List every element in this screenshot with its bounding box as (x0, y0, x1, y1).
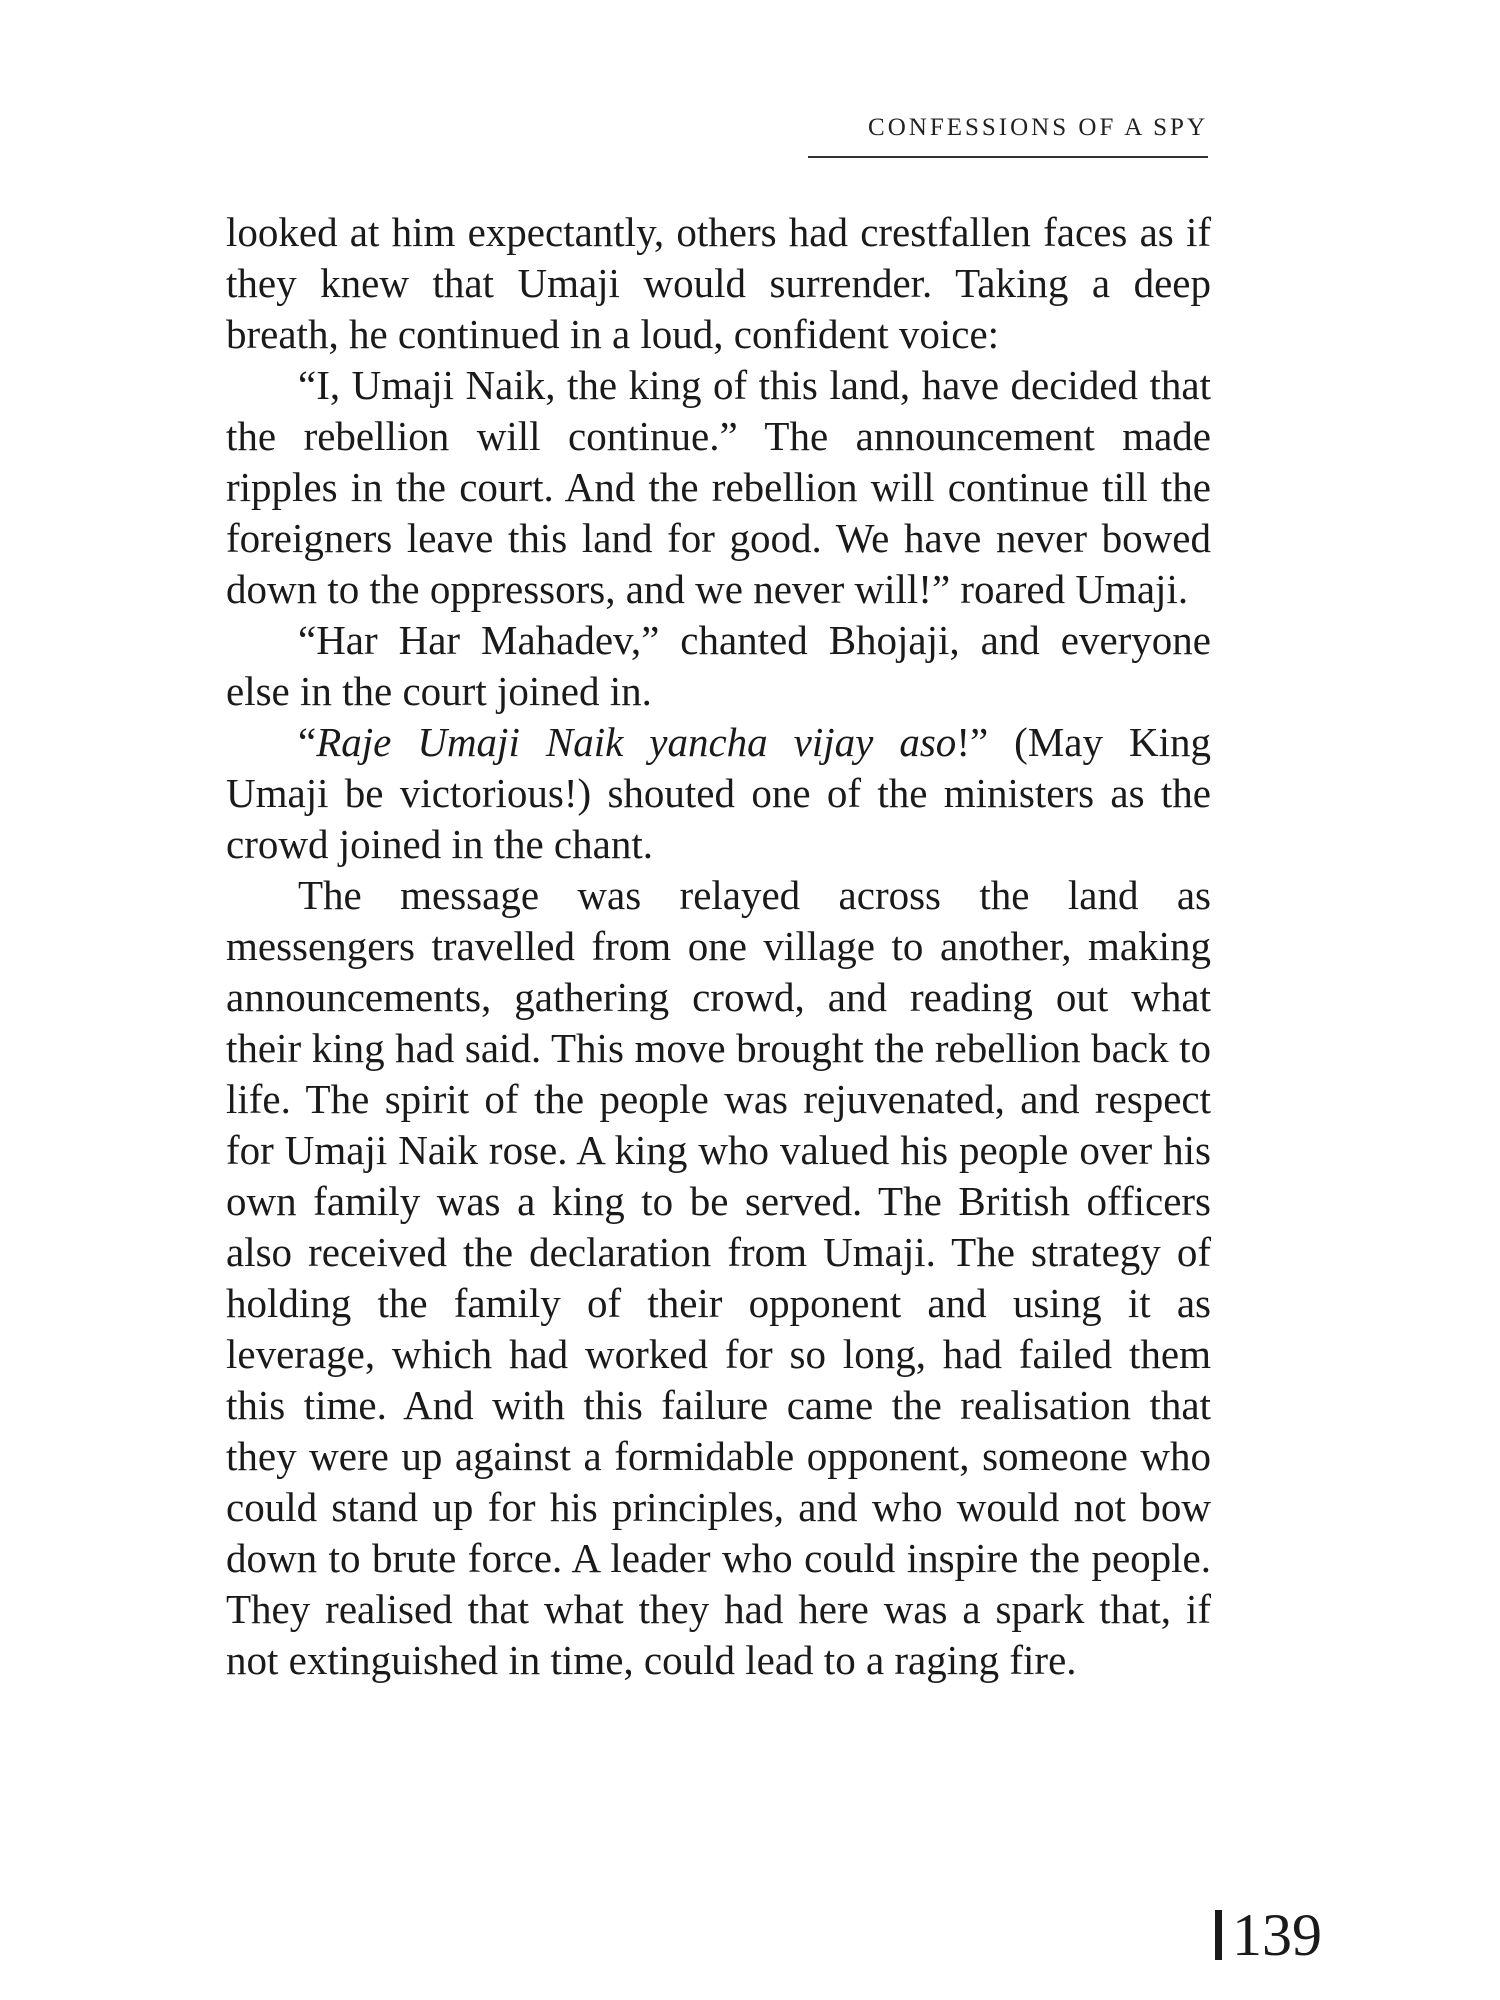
running-title: CONFESSIONS OF A SPY (868, 114, 1208, 141)
running-header (808, 112, 1208, 158)
paragraph-4-rest: !” (May King Umaji be victorious!) shouted one of the ministers as the crowd joined in the chant. (226, 719, 1211, 867)
page-folio (1215, 1902, 1322, 1968)
paragraph-3: “Har Har Mahadev,” chanted Bhojaji, and everyone else in the court joined in. (226, 617, 1211, 714)
body-text (226, 207, 1211, 1686)
header-rule (808, 156, 1208, 158)
paragraph-5: The message was relayed across the land as messengers travelled from one village to another, making announcements, gathering crowd, and reading out what their king had said. This move brought the rebellion back to life. The spirit of the people was rejuvenated, and respect for Umaji Naik rose. A king who valued his people over his own family was a king to be served. The British officers also received the declaration from Umaji. The strategy of holding the family of their opponent and using it as leverage, which had worked for so long, had failed them this time. And with this failure came the realisation that they were up against a formidable opponent, someone who could stand up for his principles, and who would not bow down to brute force. A leader who could inspire the people. They realised that what they had here was a spark that, if not extinguished in time, could lead to a raging fire. (226, 872, 1211, 1683)
marathi-phrase: Raje Umaji Naik yancha vijay aso (316, 719, 957, 765)
paragraph-1: looked at him expectantly, others had crestfallen faces as if they knew that Umaji would surrender. Taking a deep breath, he continued in a loud, confident voice: (226, 209, 1211, 357)
paragraph-2: “I, Umaji Naik, the king of this land, have decided that the rebellion will continue.” The announcement made ripples in the court. And the rebellion will continue till the foreigners leave this land for good. We have never bowed down to the oppressors, and we never will!” roared Umaji. (226, 362, 1211, 612)
paragraph-4 (226, 717, 1211, 870)
open-quote: “ (298, 719, 317, 765)
page-number: 139 (1232, 1902, 1322, 1968)
folio-bar (1215, 1910, 1222, 1960)
